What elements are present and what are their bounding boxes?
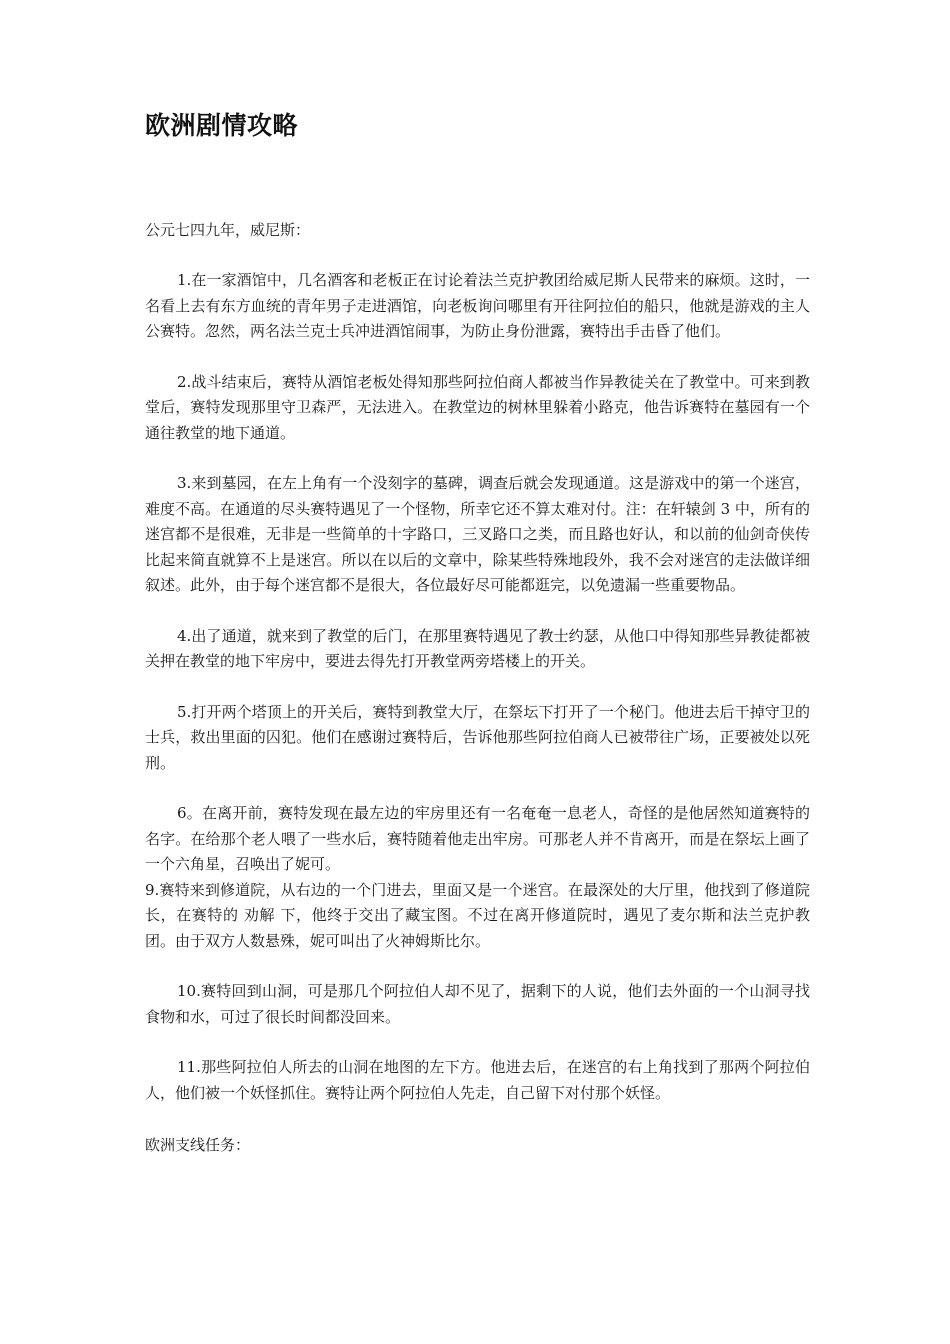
paragraph-1: 1.在一家酒馆中，几名酒客和老板正在讨论着法兰克护教团给威尼斯人民带来的麻烦。这时，一名看上去有东方血统的青年男子走进酒馆，向老板询问哪里有开往阿拉伯的船只，他就是游戏的主人公赛特。忽然，两名法兰克士兵冲进酒馆闹事，为防止身份泄露，赛特出手击昏了他们。 <box>145 271 810 340</box>
paragraph-6: 6。在离开前，赛特发现在最左边的牢房里还有一名奄奄一息老人，奇怪的是他居然知道赛特的名字。在给那个老人喂了一些水后，赛特随着他走出牢房。可那老人并不肯离开，而是在祭坛上画了一个六角星，召唤出了妮可。 <box>145 804 810 873</box>
page-title: 欧洲剧情攻略 <box>145 111 299 140</box>
intro-line: 公元七四九年，威尼斯： <box>145 221 311 239</box>
paragraph-11: 11.那些阿拉伯人所去的山洞在地图的左下方。他进去后，在迷宫的右上角找到了那两个阿拉伯人，他们被一个妖怪抓住。赛特让两个阿拉伯人先走，自己留下对付那个妖怪。 <box>145 1058 810 1102</box>
document-page <box>145 108 810 1173</box>
paragraph-4: 4.出了通道，就来到了教堂的后门，在那里赛特遇见了教士约瑟，从他口中得知那些异教徒都被关押在教堂的地下牢房中，要进去得先打开教堂两旁塔楼上的开关。 <box>145 626 810 670</box>
paragraph-9: 9.赛特来到修道院，从右边的一个门进去，里面又是一个迷宫。在最深处的大厅里，他找到了修道院长，在赛特的 劝解 下，他终于交出了藏宝图。不过在离开修道院时，遇见了麦尔斯和法兰克护教团。由于双方人数悬殊，妮可叫出了火神姆斯比尔。 <box>145 880 810 950</box>
paragraph-5: 5.打开两个塔顶上的开关后，赛特到教堂大厅，在祭坛下打开了一个秘门。他进去后干掉守卫的士兵，救出里面的囚犯。他们在感谢过赛特后，告诉他那些阿拉伯商人已被带往广场，正要被处以死刑。 <box>145 702 810 772</box>
paragraph-3: 3.来到墓园，在左上角有一个没刻字的墓碑，调查后就会发现通道。这是游戏中的第一个迷宫，难度不高。在通道的尽头赛特遇见了一个怪物，所幸它还不算太难对付。注：在轩辕剑 3 中，所有的迷宫都不是很难，无非是一些简单的十字路口，三叉路口之类，而且路也好认，和以前的仙剑奇侠传比起来简直就算不上是迷宫。所以在以后的文章中，除某些特殊地段外，我不会对迷宫的走法做详细叙述。此外，由于每个迷宫都不是很大，各位最好尽可能都逛完，以免遗漏一些重要物品。 <box>145 474 810 594</box>
section-subheading: 欧洲支线任务： <box>145 1136 251 1154</box>
paragraph-2: 2.战斗结束后，赛特从酒馆老板处得知那些阿拉伯商人都被当作异教徒关在了教堂中。可来到教堂后，赛特发现那里守卫森严，无法进入。在教堂边的树林里躲着小路克，他告诉赛特在墓园有一个通往教堂的地下通道。 <box>145 372 810 442</box>
paragraph-10: 10.赛特回到山洞，可是那几个阿拉伯人却不见了，据剩下的人说，他们去外面的一个山洞寻找食物和水，可过了很长时间都没回来。 <box>145 982 810 1026</box>
